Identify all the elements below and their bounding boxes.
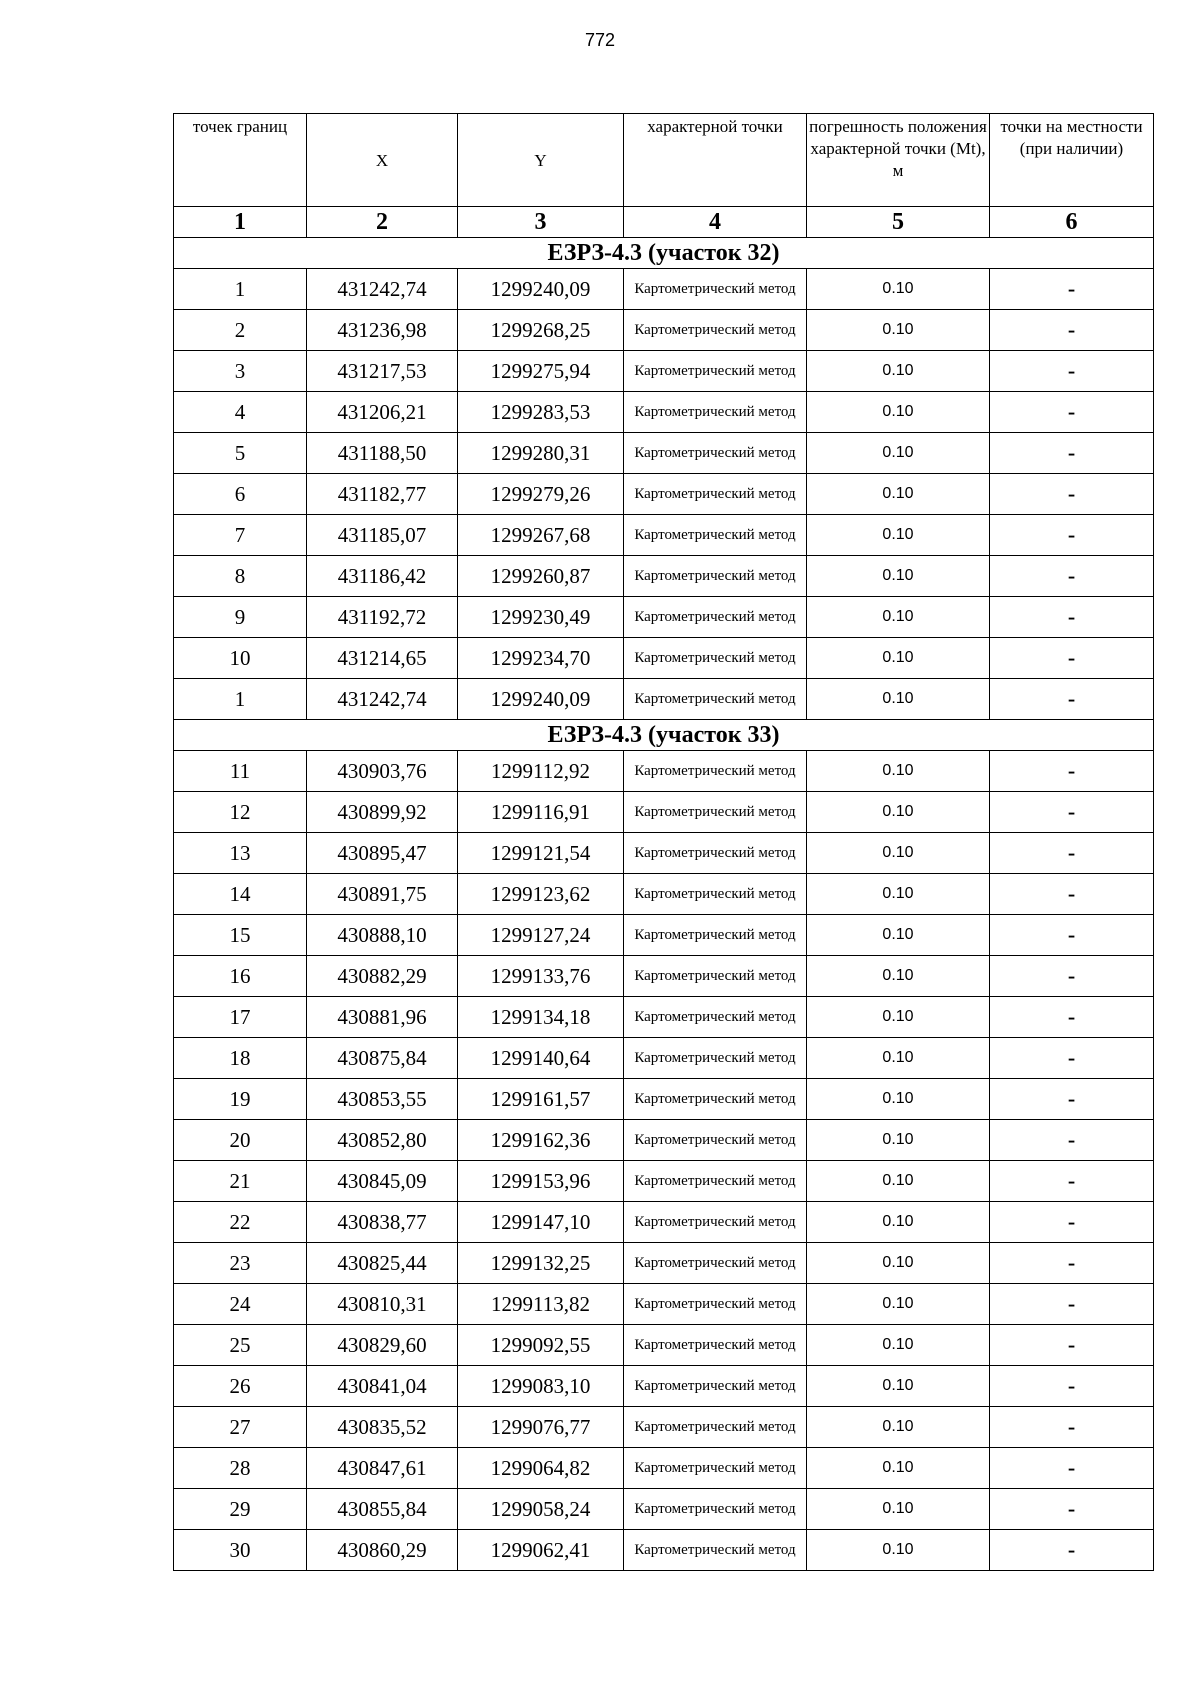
error-cell: 0.10 — [807, 1448, 990, 1489]
marking-cell: - — [990, 1120, 1154, 1161]
marking-cell: - — [990, 515, 1154, 556]
marking-cell: - — [990, 1448, 1154, 1489]
x-coordinate-cell: 430825,44 — [307, 1243, 458, 1284]
x-coordinate-cell: 430882,29 — [307, 956, 458, 997]
marking-cell: - — [990, 997, 1154, 1038]
y-coordinate-cell: 1299283,53 — [458, 392, 624, 433]
method-cell: Картометрический метод — [624, 679, 807, 720]
x-coordinate-cell: 430852,80 — [307, 1120, 458, 1161]
point-number-cell: 4 — [174, 392, 307, 433]
x-coordinate-cell: 431217,53 — [307, 351, 458, 392]
table-row — [174, 751, 1154, 792]
x-coordinate-cell: 430891,75 — [307, 874, 458, 915]
error-cell: 0.10 — [807, 638, 990, 679]
point-number-cell: 3 — [174, 351, 307, 392]
x-coordinate-cell: 430847,61 — [307, 1448, 458, 1489]
point-number-cell: 17 — [174, 997, 307, 1038]
error-cell: 0.10 — [807, 1407, 990, 1448]
method-cell: Картометрический метод — [624, 310, 807, 351]
point-number-cell: 29 — [174, 1489, 307, 1530]
marking-cell: - — [990, 1366, 1154, 1407]
header-y: Y — [458, 114, 624, 207]
marking-cell: - — [990, 269, 1154, 310]
error-cell: 0.10 — [807, 1284, 990, 1325]
x-coordinate-cell: 430895,47 — [307, 833, 458, 874]
method-cell: Картометрический метод — [624, 597, 807, 638]
column-number: 5 — [807, 207, 990, 238]
x-coordinate-cell: 430845,09 — [307, 1161, 458, 1202]
table-row — [174, 1366, 1154, 1407]
table-row — [174, 515, 1154, 556]
x-coordinate-cell: 431188,50 — [307, 433, 458, 474]
table-row — [174, 269, 1154, 310]
point-number-cell: 5 — [174, 433, 307, 474]
error-cell: 0.10 — [807, 833, 990, 874]
page-number: 772 — [584, 30, 616, 50]
table-row — [174, 1489, 1154, 1530]
table-row — [174, 1530, 1154, 1571]
x-coordinate-cell: 431185,07 — [307, 515, 458, 556]
marking-cell: - — [990, 679, 1154, 720]
header-method: характерной точки — [624, 114, 807, 207]
table-row — [174, 1284, 1154, 1325]
y-coordinate-cell: 1299275,94 — [458, 351, 624, 392]
y-coordinate-cell: 1299083,10 — [458, 1366, 624, 1407]
marking-cell: - — [990, 433, 1154, 474]
point-number-cell: 8 — [174, 556, 307, 597]
error-cell: 0.10 — [807, 597, 990, 638]
header-point-number: точек границ — [174, 114, 307, 207]
x-coordinate-cell: 430838,77 — [307, 1202, 458, 1243]
point-number-cell: 16 — [174, 956, 307, 997]
marking-cell: - — [990, 1407, 1154, 1448]
error-cell: 0.10 — [807, 515, 990, 556]
method-cell: Картометрический метод — [624, 833, 807, 874]
table-row — [174, 1161, 1154, 1202]
y-coordinate-cell: 1299058,24 — [458, 1489, 624, 1530]
method-cell: Картометрический метод — [624, 915, 807, 956]
marking-cell: - — [990, 1530, 1154, 1571]
marking-cell: - — [990, 1325, 1154, 1366]
table-row — [174, 1325, 1154, 1366]
method-cell: Картометрический метод — [624, 392, 807, 433]
method-cell: Картометрический метод — [624, 1407, 807, 1448]
x-coordinate-cell: 430899,92 — [307, 792, 458, 833]
marking-cell: - — [990, 1284, 1154, 1325]
x-coordinate-cell: 431206,21 — [307, 392, 458, 433]
marking-cell: - — [990, 833, 1154, 874]
error-cell: 0.10 — [807, 1243, 990, 1284]
column-number: 2 — [307, 207, 458, 238]
x-coordinate-cell: 430903,76 — [307, 751, 458, 792]
marking-cell: - — [990, 1161, 1154, 1202]
error-cell: 0.10 — [807, 310, 990, 351]
table-row — [174, 833, 1154, 874]
marking-cell: - — [990, 1079, 1154, 1120]
table-row — [174, 915, 1154, 956]
point-number-cell: 2 — [174, 310, 307, 351]
y-coordinate-cell: 1299127,24 — [458, 915, 624, 956]
method-cell: Картометрический метод — [624, 1366, 807, 1407]
error-cell: 0.10 — [807, 874, 990, 915]
marking-cell: - — [990, 351, 1154, 392]
table-row — [174, 956, 1154, 997]
y-coordinate-cell: 1299133,76 — [458, 956, 624, 997]
header-error: погрешность положения характерной точки (Mt), м — [807, 114, 990, 207]
y-coordinate-cell: 1299267,68 — [458, 515, 624, 556]
y-coordinate-cell: 1299153,96 — [458, 1161, 624, 1202]
error-cell: 0.10 — [807, 433, 990, 474]
error-cell: 0.10 — [807, 1366, 990, 1407]
method-cell: Картометрический метод — [624, 874, 807, 915]
marking-cell: - — [990, 638, 1154, 679]
error-cell: 0.10 — [807, 751, 990, 792]
x-coordinate-cell: 430855,84 — [307, 1489, 458, 1530]
y-coordinate-cell: 1299113,82 — [458, 1284, 624, 1325]
table-row — [174, 392, 1154, 433]
marking-cell: - — [990, 874, 1154, 915]
y-coordinate-cell: 1299162,36 — [458, 1120, 624, 1161]
y-coordinate-cell: 1299147,10 — [458, 1202, 624, 1243]
point-number-cell: 24 — [174, 1284, 307, 1325]
y-coordinate-cell: 1299121,54 — [458, 833, 624, 874]
table-row — [174, 556, 1154, 597]
point-number-cell: 9 — [174, 597, 307, 638]
method-cell: Картометрический метод — [624, 1530, 807, 1571]
error-cell: 0.10 — [807, 1202, 990, 1243]
header-row — [174, 114, 1154, 207]
marking-cell: - — [990, 792, 1154, 833]
error-cell: 0.10 — [807, 1038, 990, 1079]
method-cell: Картометрический метод — [624, 997, 807, 1038]
y-coordinate-cell: 1299279,26 — [458, 474, 624, 515]
y-coordinate-cell: 1299062,41 — [458, 1530, 624, 1571]
x-coordinate-cell: 430853,55 — [307, 1079, 458, 1120]
table-row — [174, 874, 1154, 915]
error-cell: 0.10 — [807, 1530, 990, 1571]
y-coordinate-cell: 1299161,57 — [458, 1079, 624, 1120]
column-number: 3 — [458, 207, 624, 238]
method-cell: Картометрический метод — [624, 433, 807, 474]
x-coordinate-cell: 430881,96 — [307, 997, 458, 1038]
coordinates-table — [173, 113, 1154, 1571]
error-cell: 0.10 — [807, 679, 990, 720]
table-row — [174, 1243, 1154, 1284]
point-number-cell: 19 — [174, 1079, 307, 1120]
point-number-cell: 23 — [174, 1243, 307, 1284]
column-numbers-row — [174, 207, 1154, 238]
method-cell: Картометрический метод — [624, 638, 807, 679]
method-cell: Картометрический метод — [624, 1038, 807, 1079]
marking-cell: - — [990, 915, 1154, 956]
y-coordinate-cell: 1299123,62 — [458, 874, 624, 915]
error-cell: 0.10 — [807, 997, 990, 1038]
point-number-cell: 7 — [174, 515, 307, 556]
method-cell: Картометрический метод — [624, 1243, 807, 1284]
point-number-cell: 18 — [174, 1038, 307, 1079]
method-cell: Картометрический метод — [624, 1284, 807, 1325]
method-cell: Картометрический метод — [624, 1161, 807, 1202]
x-coordinate-cell: 431236,98 — [307, 310, 458, 351]
point-number-cell: 21 — [174, 1161, 307, 1202]
x-coordinate-cell: 430810,31 — [307, 1284, 458, 1325]
error-cell: 0.10 — [807, 1161, 990, 1202]
point-number-cell: 27 — [174, 1407, 307, 1448]
table-row — [174, 310, 1154, 351]
point-number-cell: 6 — [174, 474, 307, 515]
method-cell: Картометрический метод — [624, 1079, 807, 1120]
error-cell: 0.10 — [807, 1325, 990, 1366]
error-cell: 0.10 — [807, 1489, 990, 1530]
point-number-cell: 30 — [174, 1530, 307, 1571]
method-cell: Картометрический метод — [624, 1202, 807, 1243]
column-number: 6 — [990, 207, 1154, 238]
error-cell: 0.10 — [807, 556, 990, 597]
header-x: X — [307, 114, 458, 207]
section-title-row — [174, 238, 1154, 269]
y-coordinate-cell: 1299064,82 — [458, 1448, 624, 1489]
method-cell: Картометрический метод — [624, 1325, 807, 1366]
marking-cell: - — [990, 1489, 1154, 1530]
x-coordinate-cell: 430829,60 — [307, 1325, 458, 1366]
method-cell: Картометрический метод — [624, 1120, 807, 1161]
table-row — [174, 997, 1154, 1038]
marking-cell: - — [990, 956, 1154, 997]
point-number-cell: 22 — [174, 1202, 307, 1243]
point-number-cell: 14 — [174, 874, 307, 915]
point-number-cell: 20 — [174, 1120, 307, 1161]
table-row — [174, 597, 1154, 638]
y-coordinate-cell: 1299140,64 — [458, 1038, 624, 1079]
table-row — [174, 1079, 1154, 1120]
marking-cell: - — [990, 556, 1154, 597]
point-number-cell: 12 — [174, 792, 307, 833]
y-coordinate-cell: 1299240,09 — [458, 679, 624, 720]
error-cell: 0.10 — [807, 915, 990, 956]
y-coordinate-cell: 1299234,70 — [458, 638, 624, 679]
method-cell: Картометрический метод — [624, 474, 807, 515]
table-row — [174, 433, 1154, 474]
point-number-cell: 28 — [174, 1448, 307, 1489]
table-row — [174, 792, 1154, 833]
y-coordinate-cell: 1299092,55 — [458, 1325, 624, 1366]
point-number-cell: 13 — [174, 833, 307, 874]
point-number-cell: 11 — [174, 751, 307, 792]
y-coordinate-cell: 1299280,31 — [458, 433, 624, 474]
method-cell: Картометрический метод — [624, 751, 807, 792]
header-marking: точки на местности (при наличии) — [990, 114, 1154, 207]
error-cell: 0.10 — [807, 351, 990, 392]
method-cell: Картометрический метод — [624, 269, 807, 310]
error-cell: 0.10 — [807, 956, 990, 997]
y-coordinate-cell: 1299112,92 — [458, 751, 624, 792]
x-coordinate-cell: 431182,77 — [307, 474, 458, 515]
marking-cell: - — [990, 1038, 1154, 1079]
y-coordinate-cell: 1299268,25 — [458, 310, 624, 351]
marking-cell: - — [990, 1243, 1154, 1284]
x-coordinate-cell: 431242,74 — [307, 269, 458, 310]
y-coordinate-cell: 1299134,18 — [458, 997, 624, 1038]
table-row — [174, 1407, 1154, 1448]
marking-cell: - — [990, 751, 1154, 792]
marking-cell: - — [990, 310, 1154, 351]
table-row — [174, 638, 1154, 679]
x-coordinate-cell: 431214,65 — [307, 638, 458, 679]
error-cell: 0.10 — [807, 392, 990, 433]
x-coordinate-cell: 431242,74 — [307, 679, 458, 720]
point-number-cell: 1 — [174, 679, 307, 720]
marking-cell: - — [990, 474, 1154, 515]
method-cell: Картометрический метод — [624, 556, 807, 597]
method-cell: Картометрический метод — [624, 956, 807, 997]
marking-cell: - — [990, 597, 1154, 638]
table-row — [174, 1120, 1154, 1161]
section-title: ЕЗРЗ-4.3 (участок 33) — [174, 720, 1154, 751]
table-row — [174, 1202, 1154, 1243]
method-cell: Картометрический метод — [624, 515, 807, 556]
y-coordinate-cell: 1299260,87 — [458, 556, 624, 597]
point-number-cell: 1 — [174, 269, 307, 310]
x-coordinate-cell: 431186,42 — [307, 556, 458, 597]
marking-cell: - — [990, 1202, 1154, 1243]
y-coordinate-cell: 1299076,77 — [458, 1407, 624, 1448]
table-row — [174, 1038, 1154, 1079]
error-cell: 0.10 — [807, 792, 990, 833]
section-title: ЕЗРЗ-4.3 (участок 32) — [174, 238, 1154, 269]
x-coordinate-cell: 431192,72 — [307, 597, 458, 638]
x-coordinate-cell: 430888,10 — [307, 915, 458, 956]
column-number: 4 — [624, 207, 807, 238]
method-cell: Картометрический метод — [624, 1489, 807, 1530]
x-coordinate-cell: 430841,04 — [307, 1366, 458, 1407]
y-coordinate-cell: 1299230,49 — [458, 597, 624, 638]
point-number-cell: 10 — [174, 638, 307, 679]
point-number-cell: 26 — [174, 1366, 307, 1407]
error-cell: 0.10 — [807, 1120, 990, 1161]
x-coordinate-cell: 430860,29 — [307, 1530, 458, 1571]
point-number-cell: 25 — [174, 1325, 307, 1366]
x-coordinate-cell: 430875,84 — [307, 1038, 458, 1079]
method-cell: Картометрический метод — [624, 792, 807, 833]
column-number: 1 — [174, 207, 307, 238]
y-coordinate-cell: 1299240,09 — [458, 269, 624, 310]
section-title-row — [174, 720, 1154, 751]
method-cell: Картометрический метод — [624, 351, 807, 392]
table-row — [174, 1448, 1154, 1489]
table-row — [174, 474, 1154, 515]
method-cell: Картометрический метод — [624, 1448, 807, 1489]
point-number-cell: 15 — [174, 915, 307, 956]
x-coordinate-cell: 430835,52 — [307, 1407, 458, 1448]
table-row — [174, 679, 1154, 720]
table-row — [174, 351, 1154, 392]
y-coordinate-cell: 1299132,25 — [458, 1243, 624, 1284]
y-coordinate-cell: 1299116,91 — [458, 792, 624, 833]
error-cell: 0.10 — [807, 269, 990, 310]
error-cell: 0.10 — [807, 474, 990, 515]
marking-cell: - — [990, 392, 1154, 433]
error-cell: 0.10 — [807, 1079, 990, 1120]
